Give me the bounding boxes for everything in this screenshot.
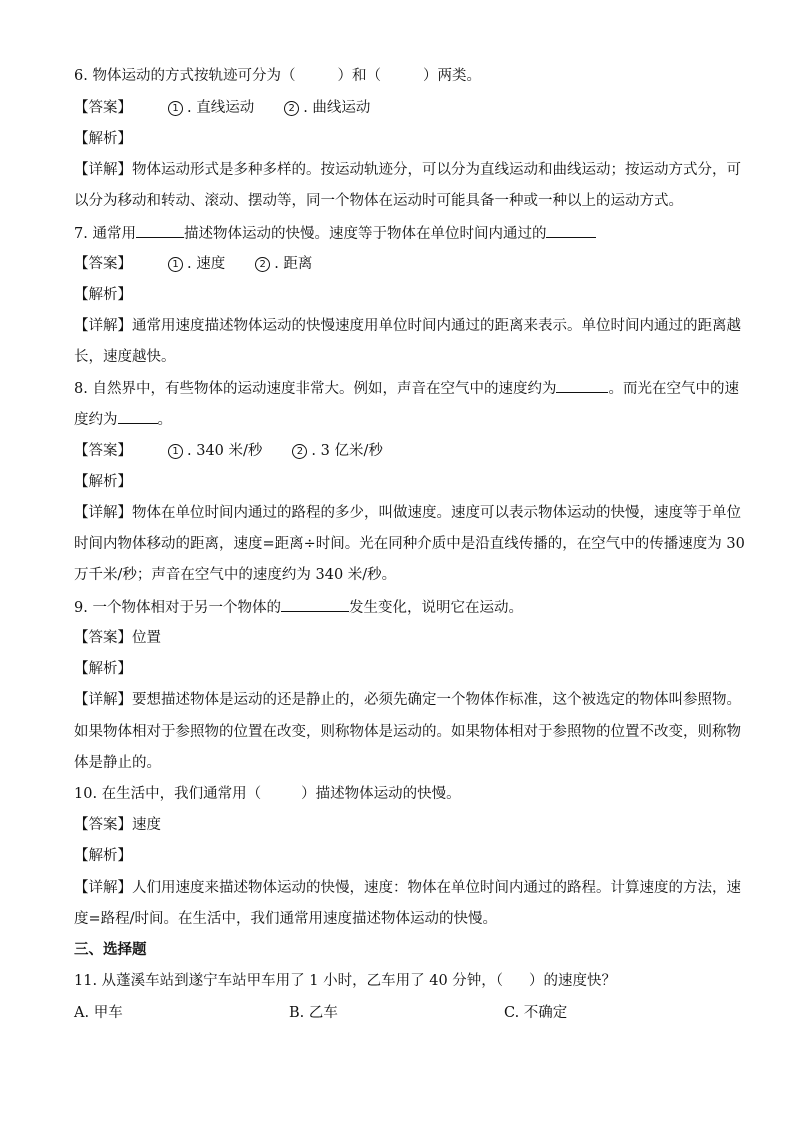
circled-number: 2 xyxy=(292,444,307,459)
answer-9: 【答案】位置 xyxy=(74,630,161,646)
detail-10-line-1: 【详解】人们用速度来描述物体运动的快慢，速度：物体在单位时间内通过的路程。计算速度的方法，速 xyxy=(74,880,741,896)
circled-number: 1 xyxy=(168,257,183,272)
detail-8-line-1: 【详解】物体在单位时间内通过的路程的多少，叫做速度。速度可以表示物体运动的快慢，速度等于单位 xyxy=(74,505,741,521)
analysis-10: 【解析】 xyxy=(74,848,132,864)
answer-7: 【答案】 1 . 速度 2 . 距离 xyxy=(74,256,313,272)
answer-8: 【答案】 1 . 340 米/秒 2 . 3 亿米/秒 xyxy=(74,443,383,459)
answer-6: 【答案】 1 . 直线运动 2 . 曲线运动 xyxy=(74,100,371,116)
circled-number: 2 xyxy=(255,257,270,272)
option-a: A. 甲车 xyxy=(74,1005,123,1021)
question-7: 7. 通常用 描述物体运动的快慢。速度等于物体在单位时间内通过的 xyxy=(74,223,724,244)
analysis-8: 【解析】 xyxy=(74,474,132,490)
answer-tag: 【答案】 xyxy=(74,100,132,116)
question-9: 9. 一个物体相对于另一个物体的 发生变化，说明它在运动。 xyxy=(74,597,724,618)
circled-number: 2 xyxy=(284,101,299,116)
detail-6-line-2: 以分为移动和转动、滚动、摆动等，同一个物体在运动时可能具备一种或一种以上的运动方式。 xyxy=(74,193,683,209)
analysis-9: 【解析】 xyxy=(74,661,132,677)
detail-10-line-2: 度=路程/时间。在生活中，我们通常用速度描述物体运动的快慢。 xyxy=(74,911,498,927)
answer-blank xyxy=(118,409,158,424)
detail-7-line-2: 长，速度越快。 xyxy=(74,349,176,365)
section-title: 三、选择题 xyxy=(74,942,147,958)
question-8-line-2: 度约为 。 xyxy=(74,409,724,430)
answer-tag: 【答案】 xyxy=(74,256,132,272)
circled-number: 1 xyxy=(168,101,183,116)
detail-9-line-1: 【详解】要想描述物体是运动的还是静止的，必须先确定一个物体作标准，这个被选定的物体叫参照物。 xyxy=(74,692,741,708)
answer-10: 【答案】速度 xyxy=(74,817,161,833)
detail-9-line-2: 如果物体相对于参照物的位置在改变，则称物体是运动的。如果物体相对于参照物的位置不改变，则称物 xyxy=(74,724,741,740)
question-8-line-1: 8. 自然界中，有些物体的运动速度非常大。例如，声音在空气中的速度约为 。而光在空气中的速 xyxy=(74,378,724,399)
question-10: 10. 在生活中，我们通常用（ ）描述物体运动的快慢。 xyxy=(74,786,461,802)
detail-6-line-1: 【详解】物体运动形式是多种多样的。按运动轨迹分，可以分为直线运动和曲线运动；按运动方式分，可 xyxy=(74,162,741,178)
analysis-7: 【解析】 xyxy=(74,287,132,303)
option-c: C. 不确定 xyxy=(504,1005,568,1021)
answer-blank xyxy=(556,378,608,393)
answer-blank xyxy=(281,597,349,612)
question-11: 11. 从蓬溪车站到遂宁车站甲车用了 1 小时，乙车用了 40 分钟，（ ）的速度快？ xyxy=(74,973,617,989)
answer-blank xyxy=(546,223,596,238)
question-6: 6. 物体运动的方式按轨迹可分为（ ）和（ ）两类。 xyxy=(74,68,481,84)
analysis-6: 【解析】 xyxy=(74,131,132,147)
answer-blank xyxy=(136,223,184,238)
detail-8-line-2: 时间内物体移动的距离，速度=距离÷时间。光在同种介质中是沿直线传播的，在空气中的传播速度为 30 xyxy=(74,536,745,552)
detail-7-line-1: 【详解】通常用速度描述物体运动的快慢速度用单位时间内通过的距离来表示。单位时间内通过的距离越 xyxy=(74,318,741,334)
detail-9-line-3: 体是静止的。 xyxy=(74,755,161,771)
option-b: B. 乙车 xyxy=(289,1005,338,1021)
answer-tag: 【答案】 xyxy=(74,443,132,459)
detail-8-line-3: 万千米/秒；声音在空气中的速度约为 340 米/秒。 xyxy=(74,567,397,583)
circled-number: 1 xyxy=(168,444,183,459)
